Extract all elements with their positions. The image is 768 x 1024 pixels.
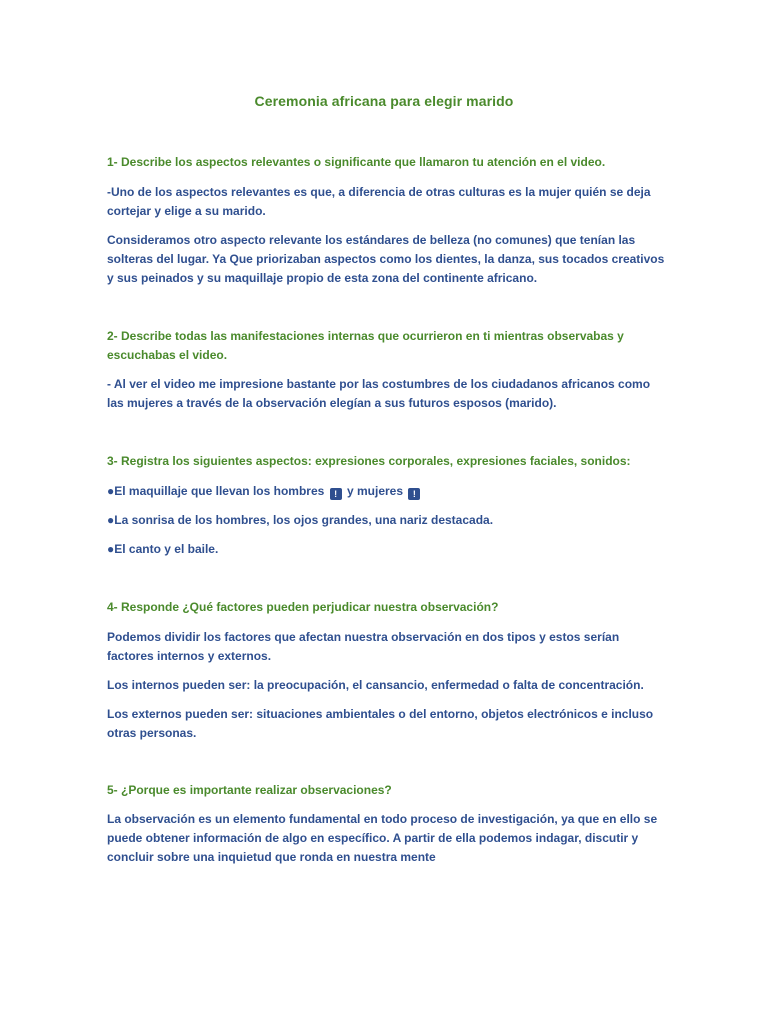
bullet-1-text-part-2: y mujeres: [347, 484, 404, 498]
bullet-1-text-part-1: ●El maquillaje que llevan los hombres: [107, 484, 325, 498]
question-5: 5- ¿Porque es importante realizar observaciones?: [107, 783, 392, 797]
document-title: Ceremonia africana para elegir marido: [254, 93, 514, 109]
answer-1-paragraph-2-line-3: y sus peinados y su maquillaje propio de esta zona del continente africano.: [107, 271, 538, 285]
question-2-line-2: escuchabas el video.: [107, 348, 228, 362]
answer-4-paragraph-3-line-1: Los externos pueden ser: situaciones ambientales o del entorno, objetos electrónicos e incluso: [107, 707, 654, 721]
bullet-2: ●La sonrisa de los hombres, los ojos grandes, una nariz destacada.: [107, 513, 494, 527]
answer-5-line-3: concluir sobre una inquietud que ronda en nuestra mente: [107, 850, 436, 864]
answer-2-line-1: - Al ver el video me impresione bastante por las costumbres de los ciudadanos africanos como: [107, 377, 651, 391]
answer-1-paragraph-2-line-2: solteras del lugar. Ya Que priorizaban aspectos como los dientes, la danza, sus tocados creativos: [107, 252, 665, 266]
emoji-placeholder-icon: !: [408, 488, 420, 500]
question-3: 3- Registra los siguientes aspectos: expresiones corporales, expresiones faciales, sonidos:: [107, 454, 631, 468]
question-2-line-1: 2- Describe todas las manifestaciones internas que ocurrieron en ti mientras observabas y: [107, 329, 624, 343]
answer-5-line-1: La observación es un elemento fundamental en todo proceso de investigación, ya que en ello se: [107, 812, 658, 826]
answer-1-paragraph-1-line-1: -Uno de los aspectos relevantes es que, a diferencia de otras culturas es la mujer quién se deja: [107, 185, 651, 199]
question-1: 1- Describe los aspectos relevantes o significante que llamaron tu atención en el video.: [107, 155, 606, 169]
question-4: 4- Responde ¿Qué factores pueden perjudicar nuestra observación?: [107, 600, 499, 614]
answer-2-line-2: las mujeres a través de la observación elegían a sus futuros esposos (marido).: [107, 396, 557, 410]
answer-1-paragraph-1-line-2: cortejar y elige a su marido.: [107, 204, 266, 218]
answer-4-paragraph-1-line-1: Podemos dividir los factores que afectan nuestra observación en dos tipos y estos serían: [107, 630, 620, 644]
answer-4-paragraph-2: Los internos pueden ser: la preocupación, el cansancio, enfermedad o falta de concentración.: [107, 678, 644, 692]
bullet-3: ●El canto y el baile.: [107, 542, 219, 556]
answer-1-paragraph-2-line-1: Consideramos otro aspecto relevante los estándares de belleza (no comunes) que tenían las: [107, 233, 636, 247]
bullet-1: [107, 482, 667, 501]
answer-4-paragraph-1-line-2: factores internos y externos.: [107, 649, 272, 663]
emoji-placeholder-icon: !: [330, 488, 342, 500]
answer-4-paragraph-3-line-2: otras personas.: [107, 726, 197, 740]
answer-5-line-2: puede obtener información de algo en específico. A partir de ella podemos indagar, discutir y: [107, 831, 639, 845]
